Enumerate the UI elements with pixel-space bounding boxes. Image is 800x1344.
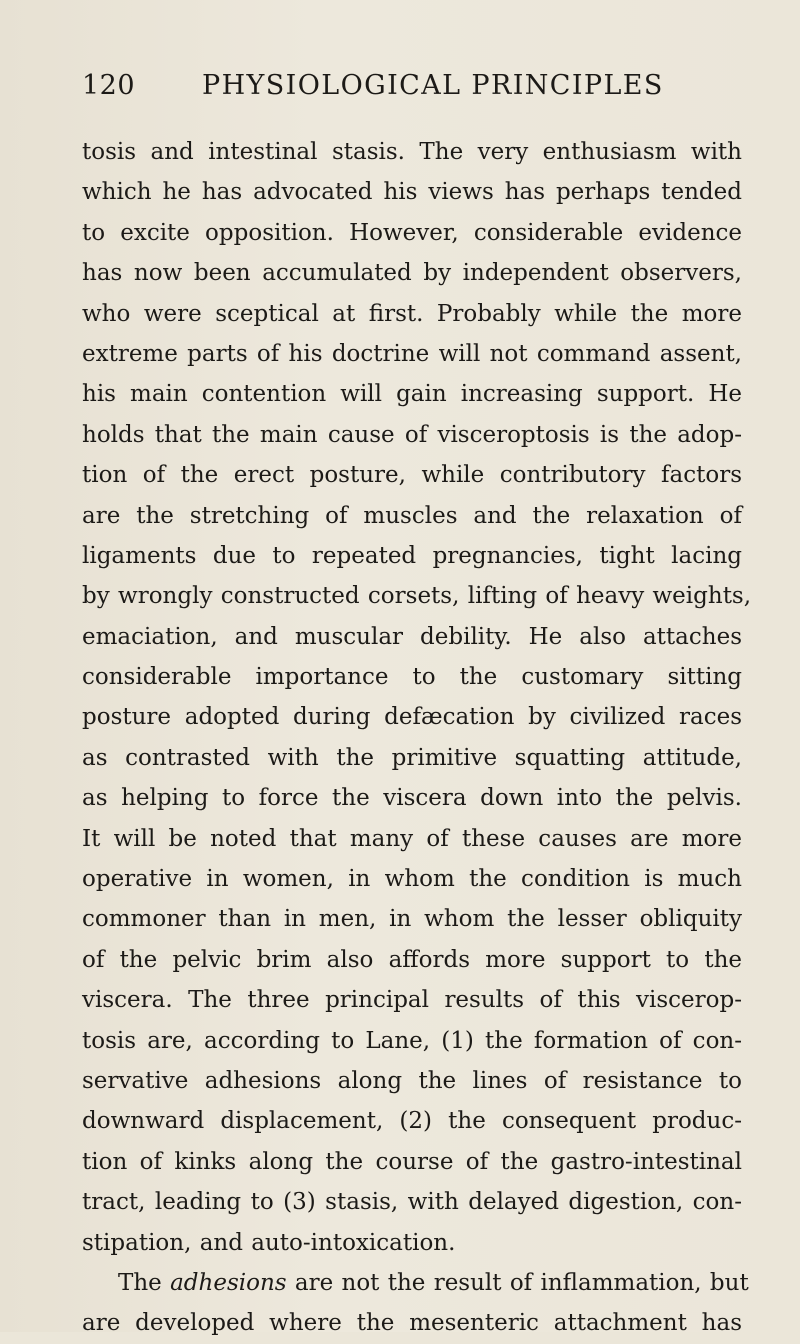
text-fragment: The bbox=[118, 1269, 162, 1296]
text-line: servative adhesions along the lines of resistance to bbox=[82, 1067, 742, 1094]
text-line: who were sceptical at first. Probably while the more bbox=[82, 300, 742, 327]
text-line: holds that the main cause of visceroptosis is the adop- bbox=[82, 421, 742, 448]
text-line: tion of kinks along the course of the gastro-intestinal bbox=[82, 1148, 742, 1175]
text-fragment: are not the result of inflammation, but bbox=[294, 1269, 749, 1296]
text-line: commoner than in men, in whom the lesser obliquity bbox=[82, 906, 742, 933]
text-line: has now been accumulated by independent observers, bbox=[82, 260, 742, 287]
text-line: tosis and intestinal stasis. The very enthusiasm with bbox=[82, 139, 742, 165]
text-line: considerable importance to the customary sitting bbox=[82, 664, 742, 691]
text-line: ligaments due to repeated pregnancies, tight lacing bbox=[82, 542, 742, 569]
text-line: operative in women, in whom the condition is much bbox=[82, 866, 742, 893]
text-line: are developed where the mesenteric attachment has bbox=[82, 1310, 742, 1337]
page-header bbox=[82, 70, 722, 110]
text-line: his main contention will gain increasing support. He bbox=[82, 381, 742, 408]
text-line: as contrasted with the primitive squatting attitude, bbox=[82, 744, 742, 771]
text-line: It will be noted that many of these causes are more bbox=[82, 825, 742, 852]
text-line: to excite opposition. However, considerable evidence bbox=[82, 219, 742, 246]
running-head: PHYSIOLOGICAL PRINCIPLES bbox=[202, 70, 664, 101]
text-line: which he has advocated his views has perhaps tended bbox=[82, 179, 742, 206]
body-text bbox=[82, 132, 752, 1344]
italic-term: adhesions bbox=[170, 1269, 287, 1296]
text-line: tosis are, according to Lane, (1) the formation of con- bbox=[82, 1027, 742, 1054]
text-line: stipation, and auto-intoxication. bbox=[82, 1229, 456, 1256]
text-line: tion of the erect posture, while contributory factors bbox=[82, 462, 742, 489]
text-line: are the stretching of muscles and the relaxation of bbox=[82, 502, 742, 529]
text-line: downward displacement, (2) the consequent produc- bbox=[82, 1108, 742, 1135]
text-line: extreme parts of his doctrine will not command assent, bbox=[82, 340, 742, 367]
text-line: viscera. The three principal results of this viscerop- bbox=[82, 987, 742, 1014]
text-line: emaciation, and muscular debility. He also attaches bbox=[82, 623, 742, 650]
text-line: by wrongly constructed corsets, lifting of heavy weights, bbox=[82, 583, 752, 610]
text-line: posture adopted during defæcation by civilized races bbox=[82, 704, 742, 731]
text-line: as helping to force the viscera down into the pelvis. bbox=[82, 785, 742, 812]
page-number: 120 bbox=[82, 70, 136, 101]
text-line: of the pelvic brim also affords more support to the bbox=[82, 946, 742, 973]
paragraph-start-line bbox=[82, 1263, 749, 1303]
text-line: tract, leading to (3) stasis, with delayed digestion, con- bbox=[82, 1189, 742, 1216]
